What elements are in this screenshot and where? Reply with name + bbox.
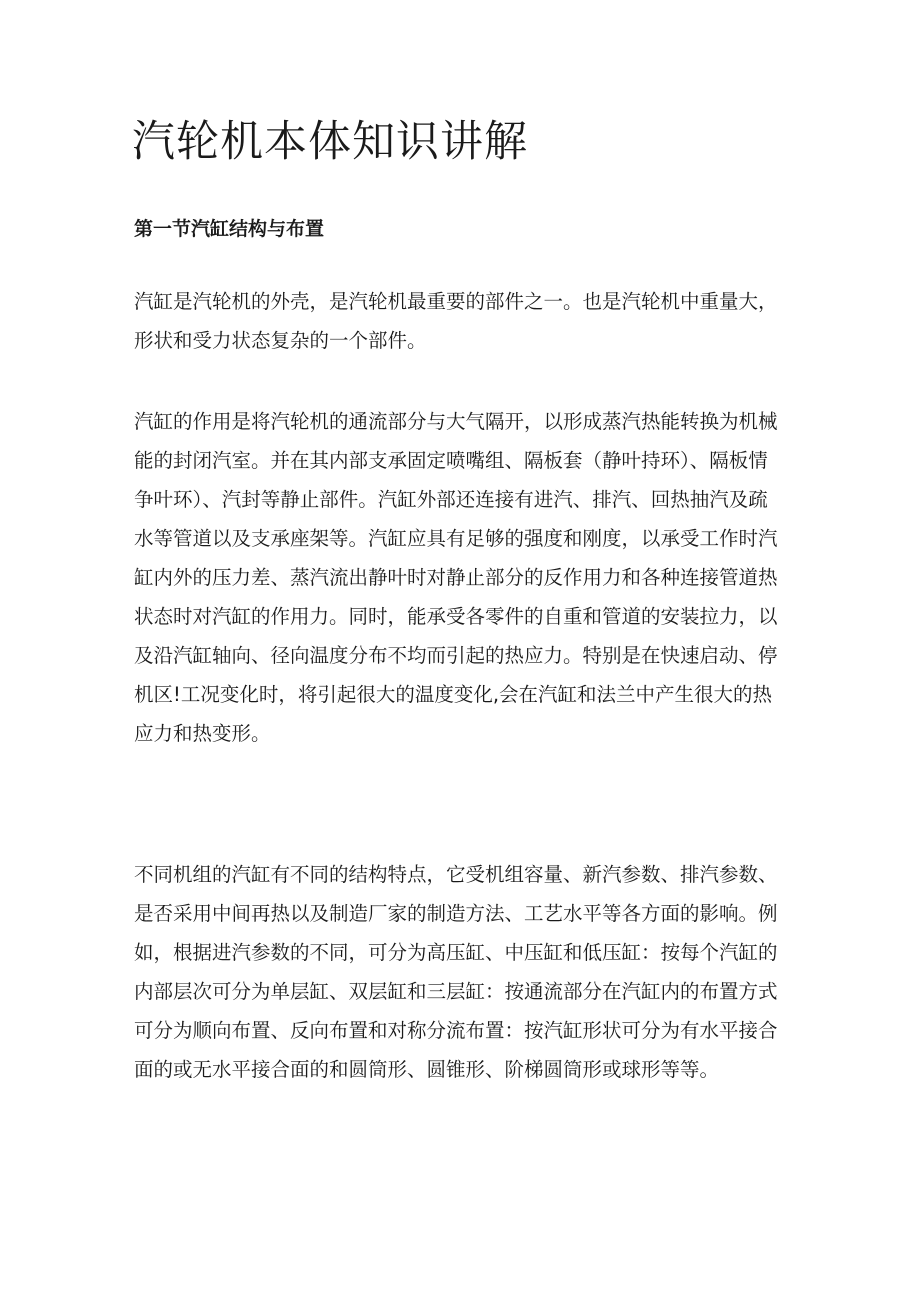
paragraph-line: 汽缸是汽轮机的外壳，是汽轮机最重要的部件之一。也是汽轮机中重量大， <box>134 290 778 313</box>
paragraph-function <box>134 402 814 753</box>
paragraph-line: 如，根据进汽参数的不同，可分为高压缸、中压缸和低压缸：按每个汽缸的 <box>134 941 778 964</box>
paragraph-classification <box>134 855 814 1089</box>
paragraph-line: 是否采用中间再热以及制造厂家的制造方法、工艺水平等各方面的影响。例 <box>134 902 778 925</box>
paragraph-line: 面的或无水平接合面的和圆筒形、圆锥形、阶梯圆筒形或球形等等。 <box>134 1058 720 1081</box>
paragraph-line: 争叶环）、汽封等静止部件。汽缸外部还连接有进汽、排汽、回热抽汽及疏 <box>134 488 768 511</box>
paragraph-line: 汽缸的作用是将汽轮机的通流部分与大气隔开，以形成蒸汽热能转换为机械 <box>134 410 778 433</box>
paragraph-line: 不同机组的汽缸有不同的结构特点，它受机组容量、新汽参数、排汽参数、 <box>134 863 778 886</box>
paragraph-line: 及沿汽缸轴向、径向温度分布不均而引起的热应力。特别是在快速启动、停 <box>134 644 778 667</box>
paragraph-line: 水等管道以及支承座架等。汽缸应具有足够的强度和刚度，以承受工作时汽 <box>134 527 778 550</box>
paragraph-line: 机区!工况变化时，将引起很大的温度变化,会在汽缸和法兰中产生很大的热 <box>134 683 773 706</box>
paragraph-line: 应力和热变形。 <box>134 722 271 745</box>
paragraph-intro <box>134 282 814 360</box>
paragraph-line: 可分为顺向布置、反向布置和对称分流布置：按汽缸形状可分为有水平接合 <box>134 1019 778 1042</box>
paragraph-line: 缸内外的压力差、蒸汽流出静叶时对静止部分的反作用力和各种连接管道热 <box>134 566 778 589</box>
paragraph-line: 内部层次可分为单层缸、双层缸和三层缸：按通流部分在汽缸内的布置方式 <box>134 980 778 1003</box>
paragraph-line: 能的封闭汽室。并在其内部支承固定喷嘴组、隔板套（静叶持环）、隔板情 <box>134 449 768 472</box>
paragraph-line: 形状和受力状态复杂的一个部件。 <box>134 329 427 352</box>
section-heading: 第一节汽缸结构与布置 <box>134 218 325 240</box>
paragraph-line: 状态时对汽缸的作用力。同时，能承受各零件的自重和管道的安装拉力，以 <box>134 605 778 628</box>
document-title: 汽轮机本体知识讲解 <box>132 117 528 167</box>
